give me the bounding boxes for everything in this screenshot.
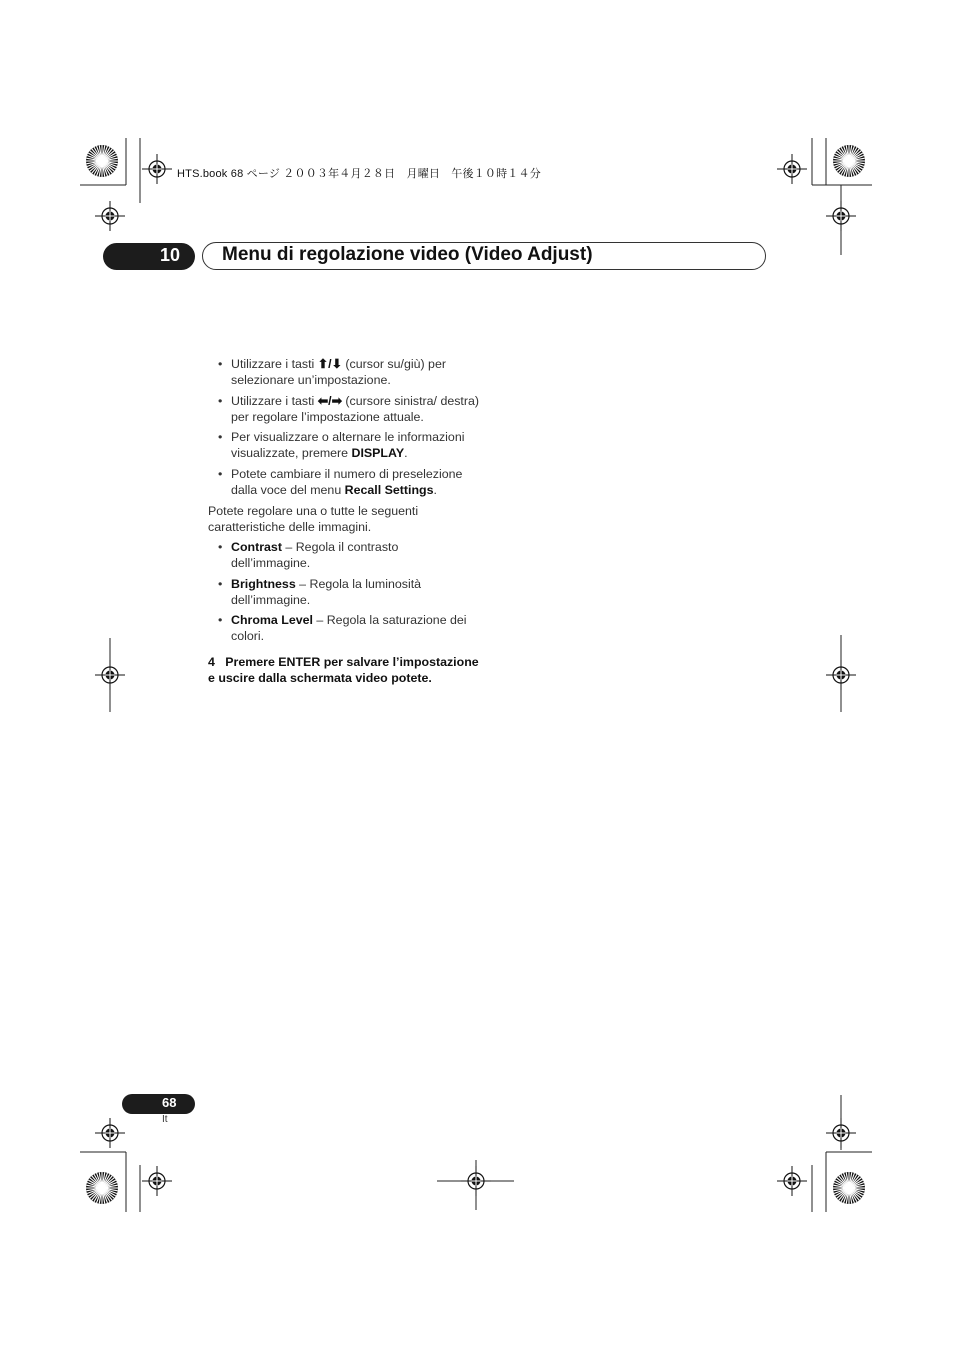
language-code: It (162, 1114, 168, 1125)
print-header: HTS.book 68 ページ ２００３年４月２８日 月曜日 午後１０時１４分 (177, 168, 541, 180)
list-item: • Chroma Level – Regola la saturazione dei colori. (208, 612, 480, 644)
list-item: • Brightness – Regola la luminosità dell’immagine. (208, 576, 480, 608)
chapter-title: Menu di regolazione video (Video Adjust) (222, 244, 593, 265)
list-item: • Contrast – Regola il contrasto dell’immagine. (208, 539, 480, 571)
left-right-arrow-icon: ⬅/➡ (317, 394, 342, 408)
page-badge (122, 1094, 195, 1114)
chapter-badge (103, 243, 195, 270)
up-down-arrow-icon: ⬆/⬇ (317, 357, 342, 371)
page-number: 68 (162, 1095, 177, 1110)
list-item: • Potete cambiare il numero di preselezione dalla voce del menu Recall Settings. (208, 466, 480, 498)
body-column (208, 356, 480, 686)
step-instruction: 4 Premere ENTER per salvare l’impostazione e uscire dalla schermata video potete. (208, 655, 479, 685)
list-item: • Utilizzare i tasti ⬅/➡ (cursore sinistra/ destra) per regolare l’impostazione attuale. (208, 393, 480, 425)
list-item: • Utilizzare i tasti ⬆/⬇ (cursor su/giù) per selezionare un’impostazione. (208, 356, 480, 388)
intro-paragraph: Potete regolare una o tutte le seguenti caratteristiche delle immagini. (208, 504, 419, 534)
chapter-number: 10 (160, 245, 181, 265)
list-item: • Per visualizzare o alternare le informazioni visualizzate, premere DISPLAY. (208, 429, 480, 461)
